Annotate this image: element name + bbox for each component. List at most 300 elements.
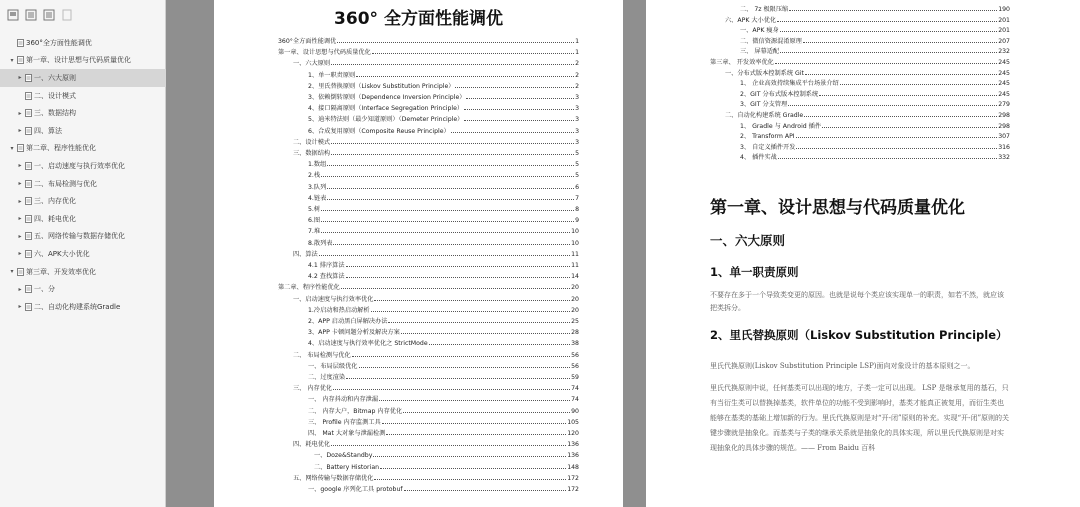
toc-leader-dots [403, 412, 570, 413]
outline-item-label: 二、设计模式 [34, 91, 76, 100]
toc-entry[interactable] [308, 169, 579, 179]
toc-leader-dots [331, 154, 574, 155]
outline-item-label: 第二章、程序性能优化 [26, 144, 96, 153]
toc-leader-dots [331, 445, 566, 446]
toc-leader-dots [321, 232, 570, 233]
bookmark-doc-icon [16, 144, 24, 152]
toc-entry[interactable] [308, 416, 579, 426]
outline-item[interactable] [0, 104, 166, 122]
toc-page-number: 28 [571, 329, 579, 337]
toc-entry[interactable] [740, 3, 1010, 13]
toc-entry-text: 二、设计模式 [293, 138, 331, 146]
toc-leader-dots [451, 132, 574, 133]
toc-page-number: 2 [575, 71, 579, 79]
toc-entry[interactable] [308, 393, 579, 403]
toc-entry[interactable] [308, 113, 579, 123]
toc-entry-text: 一、APK 瘦身 [740, 27, 779, 35]
toc-entry[interactable] [308, 69, 579, 79]
outline-item[interactable] [0, 263, 166, 281]
outline-item[interactable] [0, 245, 166, 263]
outline-item[interactable] [0, 175, 166, 193]
toc-entry-text: 二、 布局检测与优化 [293, 351, 351, 359]
expand-right-icon[interactable]: ▸ [18, 127, 22, 135]
toc-entry[interactable] [308, 360, 579, 370]
outline-icon[interactable] [24, 8, 38, 22]
toc-leader-dots [464, 120, 574, 121]
toc-entry[interactable] [293, 472, 579, 482]
outline-item[interactable] [0, 192, 166, 210]
outline-item[interactable] [0, 298, 166, 316]
toc-entry[interactable] [293, 382, 579, 392]
expand-down-icon[interactable]: ▾ [10, 56, 14, 64]
toc-page-number: 10 [571, 239, 579, 247]
expand-right-icon[interactable]: ▸ [18, 109, 22, 117]
toc-page-number: 3 [575, 116, 579, 124]
bookmark-doc-icon [24, 180, 32, 188]
subsection-heading-1: 1、单一职责原则 [710, 265, 799, 279]
bookmark-doc-icon [24, 127, 32, 135]
toc-page-number: 2 [575, 82, 579, 90]
toc-page-number: 245 [998, 59, 1010, 66]
toc-entry[interactable] [308, 405, 579, 415]
outline-item[interactable] [0, 280, 166, 298]
toc-leader-dots [796, 148, 997, 149]
toc-entry-text: 4.2 查找算法 [308, 273, 345, 281]
toc-page-number: 105 [567, 418, 579, 426]
toc-entry-text: 三、 Profile 内存监测工具 [308, 418, 381, 426]
outline-item-label: 四、算法 [34, 126, 62, 135]
outline-sidebar [0, 0, 166, 507]
toc-leader-dots [380, 468, 566, 469]
toc-page-number: 38 [571, 340, 579, 348]
bookmarks-icon[interactable] [60, 8, 74, 22]
expand-down-icon[interactable]: ▾ [10, 268, 14, 276]
toc-entry-text: 1.冷启动和热启动解析 [308, 306, 370, 314]
toc-leader-dots [327, 165, 574, 166]
toc-entry-text: 6、合成复用原则（Composite Reuse Principle） [308, 127, 450, 135]
toc-page-number: 3 [575, 127, 579, 135]
toc-entry[interactable] [308, 270, 579, 280]
toc-leader-dots [346, 266, 571, 267]
toc-leader-dots [455, 87, 574, 88]
toc-entry-text: 二、过度渲染 [308, 374, 346, 381]
toc-page-number: 2 [575, 60, 579, 68]
toc-page-number: 172 [567, 486, 579, 493]
toc-entry-text: 二、 内存大户，Bitmap 内存优化 [308, 407, 403, 415]
bookmark-doc-icon [24, 285, 32, 293]
toc-leader-dots [401, 333, 570, 334]
bookmark-doc-icon [24, 74, 32, 82]
toc-entry-text: 三、 屏幕适配 [740, 48, 780, 56]
toc-leader-dots [337, 42, 574, 43]
toc-leader-dots [778, 158, 997, 159]
toc-entry[interactable] [308, 371, 579, 381]
toc-entry[interactable] [710, 56, 1010, 66]
bookmark-doc-icon [24, 109, 32, 117]
toc-leader-dots [804, 116, 997, 117]
outline-item-label: 五、网络传输与数据存储优化 [34, 232, 125, 241]
toc-page-number: 298 [998, 122, 1010, 130]
bookmark-doc-icon [16, 56, 24, 64]
toc-entry[interactable] [278, 35, 579, 45]
toc-leader-dots [775, 63, 997, 64]
outline-item-label: 二、布局检测与优化 [34, 179, 97, 188]
toc-page-number: 7 [575, 194, 579, 202]
toc-entry-text: 5.树 [308, 206, 321, 213]
toc-leader-dots [327, 199, 574, 200]
toc-entry[interactable] [308, 214, 579, 224]
toc-entry-text: 3、 自定义插件开发 [740, 143, 796, 151]
toc-entry[interactable] [308, 192, 579, 202]
toc-page-number: 245 [998, 80, 1010, 88]
toc-entry[interactable] [740, 45, 1010, 55]
toc-page-number: 307 [998, 133, 1010, 141]
toc-entry-text: 一、分布式版本控制系统 Git [725, 69, 804, 77]
toc-leader-dots [321, 176, 574, 177]
outline-item-label: 360°全方面性能调优 [26, 38, 92, 47]
expand-right-icon[interactable]: ▸ [18, 180, 22, 188]
toc-page-number: 5 [575, 150, 579, 157]
toc-page-number: 6 [575, 183, 579, 191]
toc-entry-text: 4、 插件实战 [740, 154, 777, 162]
outline-item[interactable] [0, 34, 166, 52]
toc-page-number: 14 [571, 273, 579, 281]
outline-item-label: 六、APK大小优化 [34, 249, 90, 258]
toc-entry-text: 第一章、设计思想与代码质量优化 [278, 49, 371, 57]
toc-entry[interactable] [308, 315, 579, 325]
outline-item[interactable] [0, 157, 166, 175]
toc-page-number: 20 [571, 295, 579, 303]
bookmark-doc-icon [24, 197, 32, 205]
toc-leader-dots [466, 98, 574, 99]
toc-entry-text: 一、启动速度与执行效率优化 [293, 295, 374, 303]
toc-entry[interactable] [725, 67, 1010, 77]
toc-entry[interactable] [314, 449, 579, 459]
toc-entry-text: 7.堆 [308, 228, 321, 236]
toc-page-number: 279 [998, 101, 1010, 109]
toc-entry-text: 3、GIT 分支管理 [740, 101, 788, 109]
outline-item-label: 三、内存优化 [34, 197, 76, 206]
paragraph-3: 里氏代换原则中说，任何基类可以出现的地方，子类一定可以出现。 LSP 是继承复用的基石，只有当衍生类可以替换掉基类，软件单位的功能不受到影响时，基类才能真正被复用，而衍生类也能够在基类的基础上增加新的行为。里氏代换原则是对“开-闭”原则的补充。实现“开-闭”原则的关键步骤就是抽象化。而基类与子类的继承关系就是抽象化的具体实现，所以里氏代换原则是对实现抽象化的具体步骤的规范。—— From Baidu 百科 [710, 384, 1010, 452]
toc-entry-text: 5、迪米特法则（最少知道原则）（Demeter Principle） [308, 116, 464, 124]
outline-item[interactable] [0, 228, 166, 246]
toc-entry-text: 2、APP 启动黑白屏解决办法 [308, 318, 388, 325]
toc-entry[interactable] [308, 80, 579, 90]
expand-right-icon[interactable]: ▸ [18, 74, 22, 82]
toc-entry[interactable] [278, 281, 579, 291]
toc-leader-dots [371, 311, 571, 312]
toc-entry[interactable] [314, 461, 579, 471]
toc-entry[interactable] [308, 203, 579, 213]
toc-page-number: 3 [575, 105, 579, 113]
toc-entry-text: 4、启动速度与执行效率优化之 StrictMode [308, 340, 428, 348]
toc-leader-dots [819, 95, 997, 96]
toc-entry-text: 2、 Transform API [740, 133, 795, 141]
toc-entry[interactable] [740, 24, 1010, 34]
toc-page-number: 245 [998, 90, 1010, 98]
toc-page-number: 56 [571, 362, 579, 370]
toc-leader-dots [388, 322, 570, 323]
toc-leader-dots [359, 367, 571, 368]
toc-entry[interactable] [308, 483, 579, 493]
toc-entry-text: 第三章、 开发效率优化 [710, 59, 774, 66]
toc-page-number: 136 [567, 441, 579, 449]
toc-page-number: 3 [575, 94, 579, 101]
outline-item[interactable] [0, 122, 166, 140]
outline-item[interactable] [0, 140, 166, 158]
toc-leader-dots [352, 356, 570, 357]
bookmark-doc-icon [24, 250, 32, 258]
toc-leader-dots [382, 423, 567, 424]
toc-page-number: 136 [567, 452, 579, 460]
toc-entry[interactable] [740, 88, 1010, 98]
toc-leader-dots [822, 127, 997, 128]
toc-entry-text: 4.1 排序算法 [308, 262, 345, 269]
toc-entry[interactable] [308, 181, 579, 191]
toc-entry-text: 4.链表 [308, 194, 327, 202]
toc-leader-dots [780, 31, 997, 32]
toc-leader-dots [331, 143, 574, 144]
outline-tree [0, 34, 166, 316]
toc-page-number: 1 [575, 49, 579, 57]
toc-entry-text: 四、耗电优化 [293, 441, 331, 449]
thumbnails-icon[interactable] [6, 8, 20, 22]
toc-entry-text: 四、 Mat 大对象与泄漏检测 [308, 430, 386, 437]
toc-entry-text: 1、单一职责原则 [308, 71, 356, 79]
toc-leader-dots [404, 490, 567, 491]
toc-page-number: 5 [575, 161, 579, 169]
expand-right-icon[interactable]: ▸ [18, 250, 22, 258]
toc-page-number: 1 [575, 38, 579, 45]
toc-entry[interactable] [293, 293, 579, 303]
expand-right-icon[interactable]: ▸ [18, 162, 22, 170]
toc-leader-dots [805, 74, 997, 75]
toc-page-number: 201 [998, 27, 1010, 35]
toc-page-number: 59 [571, 374, 579, 381]
toc-entry[interactable] [293, 438, 579, 448]
toc-entry[interactable] [278, 46, 579, 56]
toc-entry-text: 六、APK 大小优化 [725, 16, 777, 24]
toc-entry-text: 2、GIT 分布式版本控制系统 [740, 90, 819, 98]
toc-page-number: 148 [567, 463, 579, 471]
toc-page-number: 5 [575, 172, 579, 180]
toc-leader-dots [780, 52, 997, 53]
section-heading: 一、六大原则 [710, 233, 786, 248]
toc-entry-text: 3、APP 卡顿问题分析及解决方案 [308, 329, 400, 337]
toc-page-number: 316 [998, 143, 1010, 151]
toc-entry[interactable] [308, 158, 579, 168]
page-title: 360° 全方面性能调优 [334, 9, 503, 29]
toc-entry[interactable] [740, 120, 1010, 130]
toc-entry[interactable] [293, 248, 579, 258]
toc-leader-dots [796, 137, 998, 138]
attachments-icon[interactable] [42, 8, 56, 22]
toc-entry[interactable] [308, 337, 579, 347]
toc-entry-text: 第二章、程序性能优化 [278, 284, 340, 292]
toc-entry-text: 二、自动化构建系统 Gradle [725, 112, 804, 119]
toc-entry-text: 3、依赖倒转原则（Dependence Inversion Principle） [308, 94, 466, 101]
expand-right-icon[interactable]: ▸ [18, 197, 22, 205]
subsection-heading-2: 2、里氏替换原则（Liskov Substitution Principle） [710, 328, 1008, 342]
expand-right-icon[interactable]: ▸ [18, 232, 22, 240]
toc-entry[interactable] [725, 109, 1010, 119]
toc-entry[interactable] [293, 349, 579, 359]
bookmark-doc-icon [24, 232, 32, 240]
toc-leader-dots [374, 300, 570, 301]
bookmark-doc-icon [16, 268, 24, 276]
toc-leader-dots [331, 64, 574, 65]
toc-page-number: 190 [998, 6, 1010, 13]
toc-page-number: 25 [571, 318, 579, 325]
toc-entry-text: 一、 内存抖动和内存泄漏 [308, 396, 379, 404]
toc-entry-text: 1.数组 [308, 161, 327, 169]
toc-entry[interactable] [740, 151, 1010, 161]
toc-entry-text: 1、 Gradle 与 Android 插件 [740, 122, 822, 130]
paragraph-1: 不要存在多于一个导致类变更的原因。也就是说每个类应该实现单一的职责，如若不然，就应该把类拆分。 [710, 291, 1004, 312]
toc-page-number: 11 [571, 262, 579, 269]
bookmark-doc-icon [24, 162, 32, 170]
toc-entry-text: 6.图 [308, 217, 321, 225]
bookmark-doc-icon [16, 39, 24, 47]
bookmark-doc-icon [24, 215, 32, 223]
toc-leader-dots [386, 434, 566, 435]
toc-leader-dots [321, 210, 574, 211]
toc-entry-text: 4、接口隔离原则（Interface Segregation Principle） [308, 105, 464, 113]
toc-page-number: 9 [575, 217, 579, 225]
outline-item-label: 第一章、设计思想与代码质量优化 [26, 56, 131, 65]
toc-entry[interactable] [740, 130, 1010, 140]
toc-page-number: 56 [571, 351, 579, 359]
toc-entry-text: 2、里氏替换原则（Liskov Substitution Principle） [308, 82, 455, 90]
toc-page-number: 11 [571, 250, 579, 258]
expand-down-icon[interactable]: ▾ [10, 144, 14, 152]
toc-page-number: 245 [998, 69, 1010, 77]
bookmark-doc-icon [24, 92, 32, 100]
outline-item-label: 三、数据结构 [34, 109, 76, 118]
outline-item[interactable] [0, 210, 166, 228]
toc-entry-text: 五、网络传输与数据存储优化 [293, 474, 374, 482]
toc-page-number: 332 [998, 154, 1010, 162]
toc-entry-text: 一、布局层级优化 [308, 362, 358, 370]
toc-leader-dots [464, 109, 574, 110]
toc-entry[interactable] [308, 125, 579, 135]
expand-right-icon[interactable]: ▸ [18, 303, 22, 311]
paragraph-2: 里氏代换原则(Liskov Substitution Principle LSP)面向对象设计的基本原则之一。 [710, 362, 975, 370]
toc-entry-text: 1、 企业高效持续集成平台场景介绍 [740, 80, 839, 88]
toc-page-number: 232 [998, 48, 1010, 56]
toc-leader-dots [789, 10, 997, 11]
toc-entry-text: 一、google 序列化工具 protobuf [308, 486, 403, 493]
outline-item-label: 一、六大原则 [34, 73, 76, 82]
sidebar-toolbar [0, 0, 165, 30]
toc-entry[interactable] [308, 304, 579, 314]
toc-entry-text: 一、Doze&Standby [314, 452, 373, 460]
outline-item-label: 四、耗电优化 [34, 214, 76, 223]
toc-entry[interactable] [740, 141, 1010, 151]
toc-leader-dots [333, 244, 570, 245]
toc-entry-text: 二、微信资源混淆原理 [740, 37, 802, 45]
toc-page-number: 74 [571, 396, 579, 404]
toc-page-number: 207 [998, 37, 1010, 45]
toc-entry[interactable] [293, 147, 579, 157]
toc-entry[interactable] [308, 225, 579, 235]
toc-page-number: 201 [998, 16, 1010, 24]
outline-item-label: 一、启动速度与执行效率优化 [34, 161, 125, 170]
toc-leader-dots [373, 456, 566, 457]
outline-item-label: 第三章、开发效率优化 [26, 267, 96, 276]
toc-page-number: 172 [567, 474, 579, 482]
toc-leader-dots [346, 277, 571, 278]
outline-item-label: 二、自动化构建系统Gradle [34, 302, 121, 311]
chapter-heading: 第一章、设计思想与代码质量优化 [710, 198, 965, 218]
toc-page-number: 74 [571, 385, 579, 393]
toc-entry[interactable] [308, 237, 579, 247]
toc-entry-text: 8.散列表 [308, 239, 333, 247]
toc-leader-dots [327, 188, 574, 189]
toc-leader-dots [372, 53, 574, 54]
toc-page-number: 120 [567, 430, 579, 437]
toc-entry[interactable] [740, 98, 1010, 108]
toc-entry-text: 三、 内存优化 [293, 385, 333, 393]
toc-entry-text: 三、数据结构 [293, 150, 331, 157]
toc-leader-dots [379, 400, 570, 401]
toc-leader-dots [429, 344, 570, 345]
toc-page-number: 10 [571, 228, 579, 236]
toc-entry-text: 二、 7z 极限压缩 [740, 6, 789, 13]
expand-right-icon[interactable]: ▸ [18, 285, 22, 293]
toc-entry[interactable] [740, 77, 1010, 87]
toc-entry-text: 四、算法 [293, 250, 318, 258]
toc-leader-dots [346, 378, 570, 379]
toc-entry[interactable] [308, 259, 579, 269]
toc-page-number: 90 [571, 407, 579, 415]
toc-leader-dots [319, 255, 570, 256]
toc-page-number: 20 [571, 284, 579, 292]
toc-leader-dots [333, 389, 570, 390]
toc-leader-dots [341, 288, 570, 289]
outline-item[interactable] [0, 52, 166, 70]
toc-entry[interactable] [725, 14, 1010, 24]
toc-page-number: 8 [575, 206, 579, 213]
expand-right-icon[interactable]: ▸ [18, 215, 22, 223]
toc-page-number: 20 [571, 306, 579, 314]
toc-page-number: 3 [575, 138, 579, 146]
toc-leader-dots [356, 76, 574, 77]
toc-leader-dots [374, 479, 566, 480]
toc-entry[interactable] [293, 57, 579, 67]
toc-leader-dots [788, 105, 997, 106]
toc-entry-text: 360°全方面性能调优 [278, 38, 337, 45]
outline-item[interactable] [0, 69, 166, 87]
toc-leader-dots [321, 221, 574, 222]
toc-entry[interactable] [293, 136, 579, 146]
outline-item-label: 一、分 [34, 285, 55, 294]
toc-leader-dots [777, 21, 997, 22]
toc-entry-text: 一、六大原则 [293, 60, 331, 68]
toc-leader-dots [840, 84, 997, 85]
toc-entry[interactable] [308, 102, 579, 112]
toc-entry[interactable] [740, 35, 1010, 45]
toc-entry-text: 3.队列 [308, 183, 327, 191]
toc-page-number: 298 [998, 112, 1010, 119]
toc-leader-dots [803, 42, 997, 43]
bookmark-doc-icon [24, 303, 32, 311]
toc-entry[interactable] [308, 91, 579, 101]
toc-entry[interactable] [308, 427, 579, 437]
outline-item[interactable] [0, 87, 166, 105]
toc-entry-text: 2.栈 [308, 172, 321, 180]
toc-entry[interactable] [308, 326, 579, 336]
